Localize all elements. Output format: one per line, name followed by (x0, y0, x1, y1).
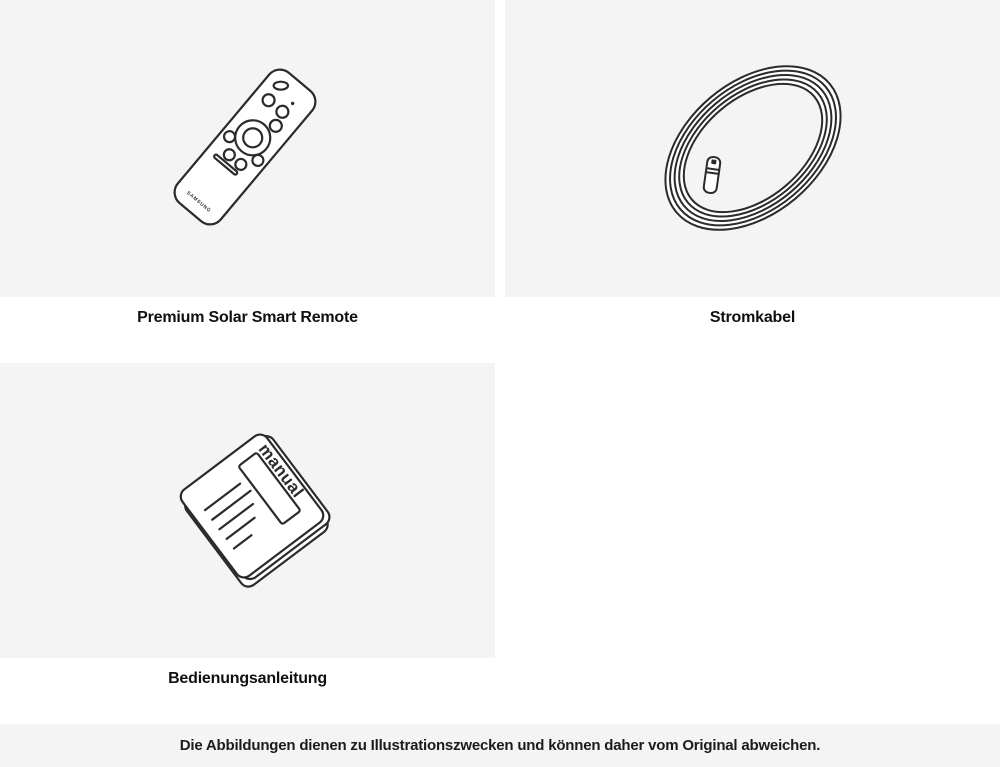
accessory-tile-manual (0, 363, 495, 658)
remote-brand-wordmark: SAMSUNG (185, 190, 212, 215)
accessory-tile-remote (0, 0, 495, 297)
accessory-label-text: Stromkabel (709, 309, 796, 326)
accessory-label-text: Premium Solar Smart Remote (137, 309, 358, 326)
accessory-label-power-cable (505, 297, 1000, 339)
accessory-tile-power-cable (505, 0, 1000, 297)
manual-booklet-icon (0, 363, 495, 658)
disclaimer-bar (0, 724, 1000, 767)
power-button (274, 82, 288, 90)
accessory-label-text: Bedienungsanleitung (168, 670, 327, 687)
disclaimer-text: Die Abbildungen dienen zu Illustrationszwecken und können daher vom Original abweichen. (179, 737, 821, 754)
power-cable-icon (505, 0, 1000, 297)
solar-remote-icon (0, 0, 495, 297)
manual-cover-text: manual (254, 439, 308, 502)
cable-plug-notch (711, 159, 717, 164)
accessory-label-remote (0, 297, 495, 339)
accessory-label-manual (0, 658, 495, 700)
